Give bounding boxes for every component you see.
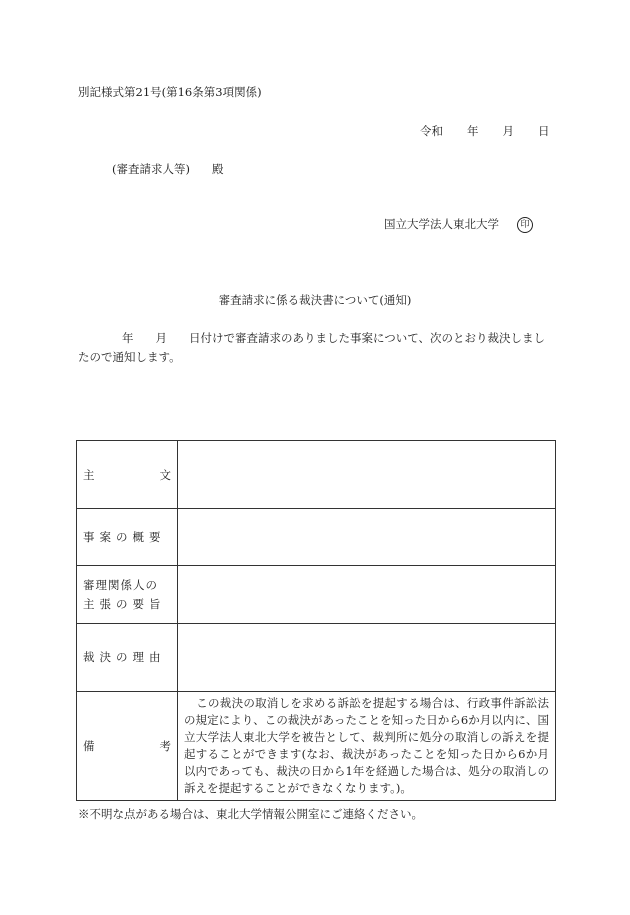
remarks-text: この裁決の取消しを求める訴訟を提起する場合は、行政事件訴訟法の規定により、この裁決があったことを知った日から6か月以内に、国立大学法人東北大学を被告として、裁判所に処分の取消しの訴えを提起することができます(なお、裁決があったことを知った日から6か月以内であっても、裁決の日から1年を経過した場合は、処分の取消しの訴えを提起することができなくなります。)。 xyxy=(184,696,549,795)
addressee xyxy=(112,161,223,177)
table-row xyxy=(77,692,556,801)
table-row xyxy=(77,509,556,566)
row-content-case-summary xyxy=(178,509,556,566)
table-row xyxy=(77,441,556,509)
label-case-summary: 事案の概要 xyxy=(83,529,166,544)
label-parties-line1: 審理関係人の xyxy=(83,577,158,592)
row-content-decision-reason xyxy=(178,624,556,692)
row-label-case-summary xyxy=(77,509,178,566)
row-content-parties-claims xyxy=(178,566,556,624)
decision-table xyxy=(76,440,556,801)
body-year: 年 xyxy=(122,331,134,345)
row-label-main-text xyxy=(77,441,178,509)
date-era: 令和 xyxy=(420,124,443,138)
row-label-parties-claims xyxy=(77,566,178,624)
label-decision-reason: 裁決の理由 xyxy=(83,650,166,664)
table-row xyxy=(77,566,556,624)
row-label-remarks xyxy=(77,692,178,801)
table-row xyxy=(77,624,556,692)
footnote: ※不明な点がある場合は、東北大学情報公開室にご連絡ください。 xyxy=(78,807,423,821)
document-title: 審査請求に係る裁決書について(通知) xyxy=(218,293,412,307)
body-paragraph xyxy=(78,329,556,367)
label-remarks-left: 備 xyxy=(83,739,95,753)
addressee-name: (審査請求人等) xyxy=(112,162,190,176)
date-day: 日 xyxy=(538,124,550,138)
row-content-remarks xyxy=(178,692,556,801)
seal-icon: 印 xyxy=(517,217,533,233)
label-parties-line2: 主張の要旨 xyxy=(83,596,166,611)
label-main-right: 文 xyxy=(159,467,171,482)
date-line xyxy=(420,123,550,139)
issuer xyxy=(384,216,533,233)
body-month: 月 xyxy=(155,331,167,345)
body-text: 日付けで審査請求のありました事案について、次のとおり裁決しましたので通知します。 xyxy=(78,331,546,364)
addressee-honorific: 殿 xyxy=(211,162,224,176)
label-remarks-right: 考 xyxy=(159,739,171,753)
row-content-main-text xyxy=(178,441,556,509)
issuer-name: 国立大学法人東北大学 xyxy=(384,217,499,231)
label-main-left: 主 xyxy=(83,467,95,482)
form-number: 別記様式第21号(第16条第3項関係) xyxy=(78,85,262,99)
row-label-decision-reason xyxy=(77,624,178,692)
date-month: 月 xyxy=(502,124,514,138)
date-year: 年 xyxy=(467,124,479,138)
